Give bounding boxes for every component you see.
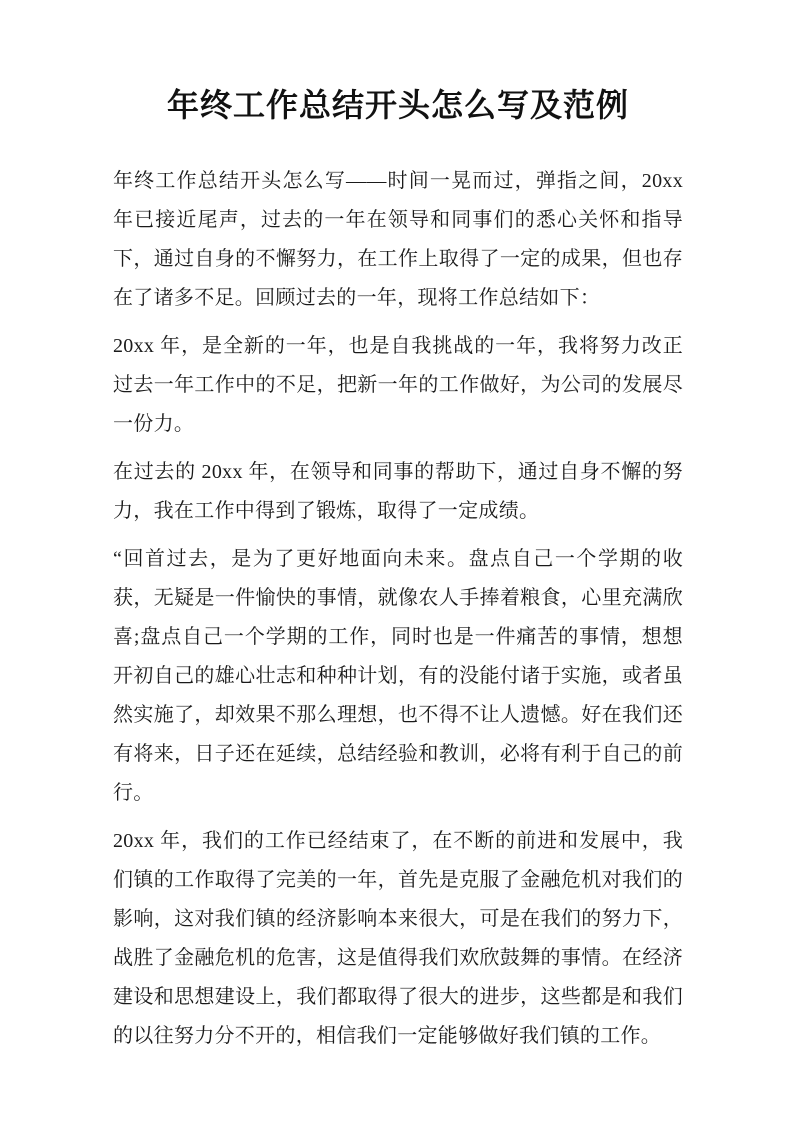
paragraph-intro: 年终工作总结开头怎么写——时间一晃而过，弹指之间，20xx 年已接近尾声，过去的一年在领导和同事们的悉心关怀和指导下，通过自身的不懈努力，在工作上取得了一定的成果，但也存在了诸多不足。回顾过去的一年，现将工作总结如下： — [113, 170, 683, 309]
paragraph-review-quote: “回首过去，是为了更好地面向未来。盘点自己一个学期的收获，无疑是一件愉快的事情，就像农人手捧着粮食，心里充满欣喜;盘点自己一个学期的工作，同时也是一件痛苦的事情，想想开初自己的雄心壮志和种种计划，有的没能付诸于实施，或者虽然实施了，却效果不那么理想，也不得不让人遗憾。好在我们还有将来，日子还在延续，总结经验和教训，必将有利于自己的前行。 — [113, 548, 683, 804]
paragraph-new-year: 20xx 年，是全新的一年，也是自我挑战的一年，我将努力改正过去一年工作中的不足，把新一年的工作做好，为公司的发展尽一份力。 — [113, 335, 683, 435]
document-title: 年终工作总结开头怎么写及范例 — [166, 87, 629, 123]
paragraph-past-year: 在过去的 20xx 年，在领导和同事的帮助下，通过自身不懈的努力，我在工作中得到了锻炼，取得了一定成绩。 — [113, 461, 683, 522]
paragraph-town-work: 20xx 年，我们的工作已经结束了，在不断的前进和发展中，我们镇的工作取得了完美的一年，首先是克服了金融危机对我们的影响，这对我们镇的经济影响本来很大，可是在我们的努力下，战胜了金融危机的危害，这是值得我们欢欣鼓舞的事情。在经济建设和思想建设上，我们都取得了很大的进步，这些都是和我们的以往努力分不开的，相信我们一定能够做好我们镇的工作。 — [113, 830, 683, 1047]
